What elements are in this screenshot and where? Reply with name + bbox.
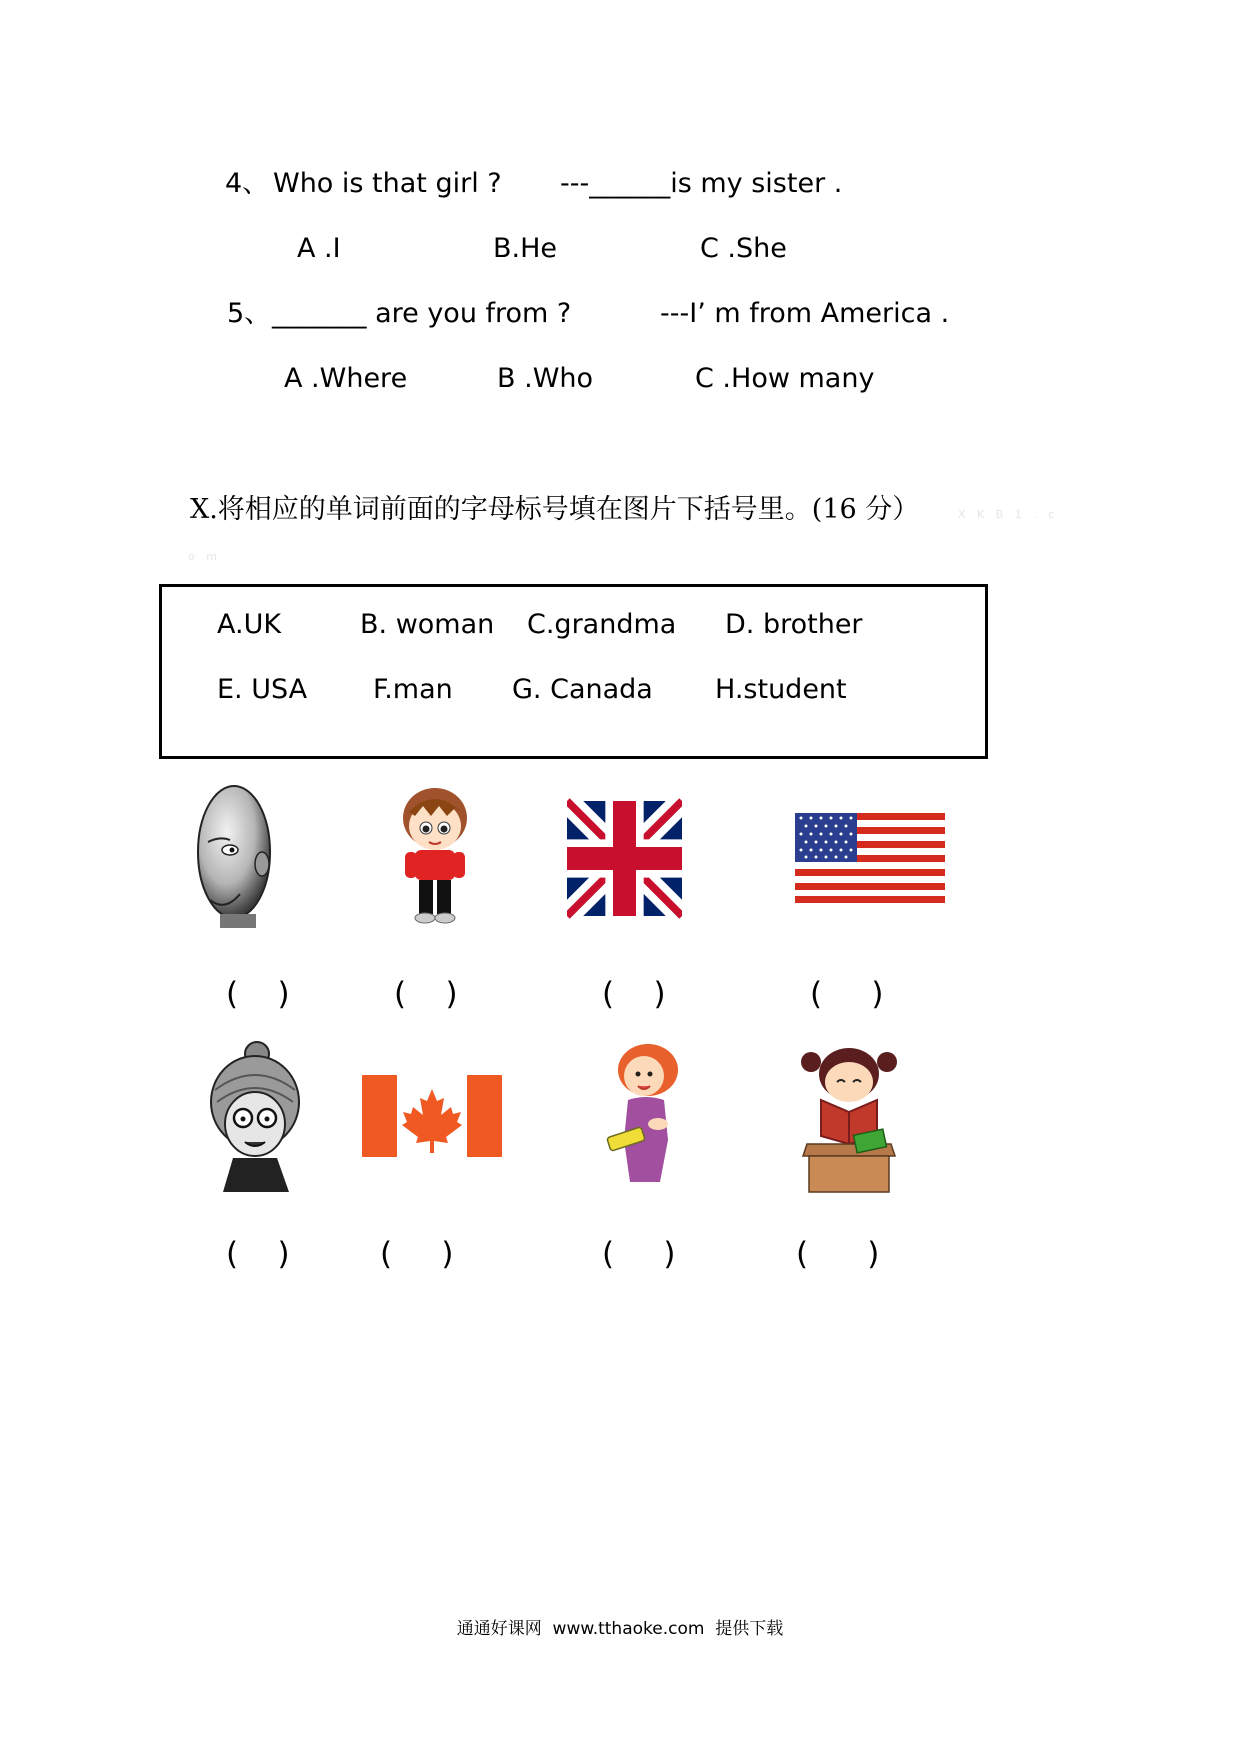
page-footer: 通通好课网 www.tthaoke.com 提供下载 — [456, 1619, 784, 1639]
question-5-text: _______ are you from ? — [272, 298, 572, 329]
answer-blank-4[interactable]: ( ) — [810, 976, 884, 1012]
question-4-text: Who is that girl ? — [273, 168, 502, 199]
grandma-cartoon-icon — [205, 1040, 305, 1192]
woman-cartoon-icon — [598, 1040, 694, 1185]
answer-blank-1[interactable]: ( ) — [226, 976, 290, 1012]
word-option-f: F.man — [373, 674, 453, 705]
answer-blank-6[interactable]: ( ) — [380, 1236, 454, 1272]
canada-flag-icon — [362, 1075, 502, 1157]
answer-blank-7[interactable]: ( ) — [602, 1236, 676, 1272]
question-4-number: 4、 — [225, 168, 270, 199]
watermark-text-continued: o m — [188, 550, 221, 563]
question-5-number: 5、 — [227, 298, 272, 329]
word-option-d: D. brother — [725, 609, 863, 640]
answer-blank-5[interactable]: ( ) — [226, 1236, 290, 1272]
question-4-option-a: A .I — [297, 233, 341, 264]
student-reading-icon — [795, 1040, 903, 1196]
word-option-g: G. Canada — [512, 674, 653, 705]
usa-flag-icon — [795, 813, 945, 903]
word-option-a: A.UK — [217, 609, 282, 640]
question-5-option-a: A .Where — [284, 363, 408, 394]
word-option-c: C.grandma — [527, 609, 677, 640]
question-5-option-b: B .Who — [497, 363, 594, 394]
boy-cartoon-icon — [395, 786, 475, 926]
word-option-h: H.student — [715, 674, 847, 705]
question-4-option-c: C .She — [700, 233, 787, 264]
question-5-option-c: C .How many — [695, 363, 875, 394]
section-heading: X.将相应的单词前面的字母标号填在图片下括号里。(16 分） — [190, 494, 920, 525]
answer-blank-3[interactable]: ( ) — [602, 976, 666, 1012]
old-man-cartoon-icon — [190, 782, 280, 932]
question-4-option-b: B.He — [493, 233, 558, 264]
answer-blank-8[interactable]: ( ) — [796, 1236, 880, 1272]
word-option-e: E. USA — [217, 674, 308, 705]
uk-flag-icon — [567, 795, 682, 922]
answer-blank-2[interactable]: ( ) — [394, 976, 458, 1012]
word-option-b: B. woman — [360, 609, 495, 640]
question-5-answer: ---I’ m from America . — [660, 298, 950, 329]
watermark-text: X K B 1 . c — [958, 508, 1059, 521]
question-4-answer: ---______is my sister . — [560, 168, 843, 199]
